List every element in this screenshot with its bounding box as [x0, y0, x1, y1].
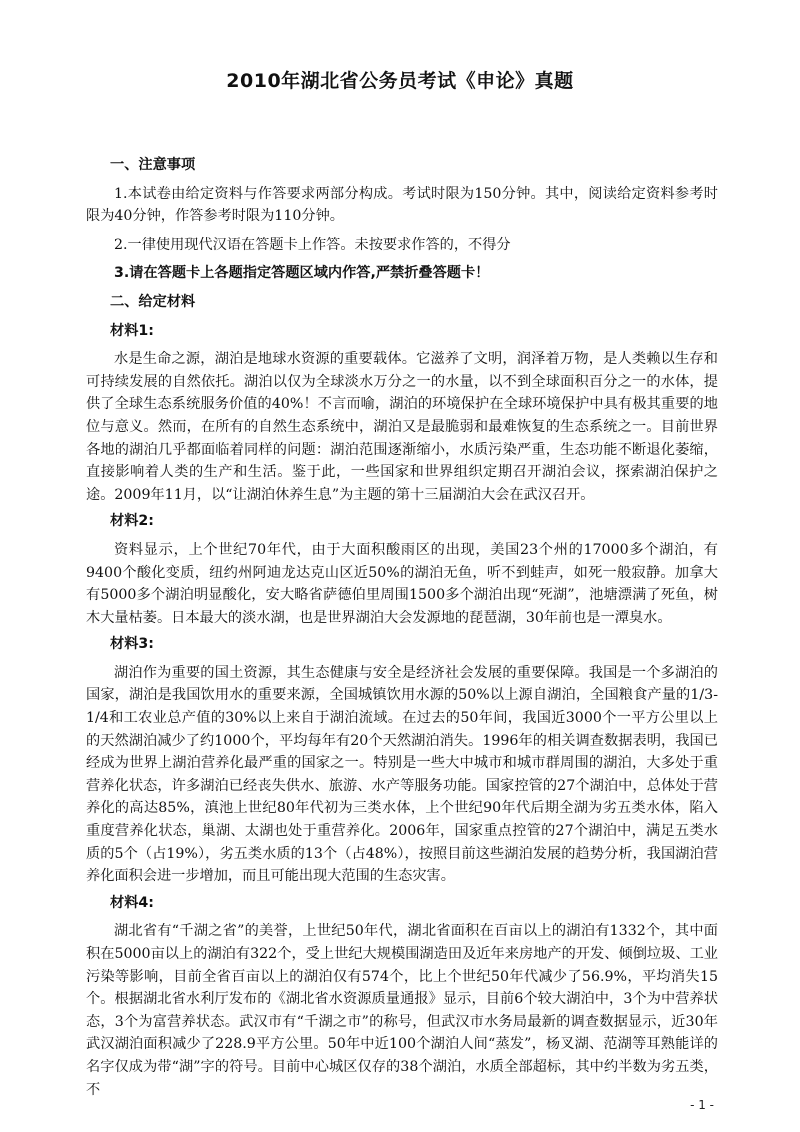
material-label-4: 材料4:	[110, 894, 154, 911]
document-title: 2010年湖北省公务员考试《申论》真题	[226, 70, 574, 92]
material-label-2: 材料2:	[110, 513, 154, 530]
material-text-4: 湖北省有“千湖之省”的美誉，上世纪50年代，湖北省面积在百亩以上的湖泊有1332个，其中面积在5000亩以上的湖泊有322个，受上世纪大规模围湖造田及近年来房地产的开发、倾倒垃圾、工业污染等影响，目前全省百亩以上的湖泊仅有574个，比上个世纪50年代减少了56.9%，平均消失15个。根据湖北省水利厅发布的《湖北省水资源质量通报》显示，目前6个较大湖泊中，3个为中营养状态，3个为富营养状态。武汉市有“千湖之市”的称号，但武汉市水务局最新的调查数据显示，近30年武汉湖泊面积减少了228.9平方公里。50年中近100个湖泊人间“蒸发”，杨叉湖、范湖等耳熟能详的名字仅成为带“湖”字的符号。目前中心城区仅存的38个湖泊，水质全部超标，其中约半数为劣五类，不	[86, 923, 718, 1098]
note-item-2: 2.一律使用现代汉语在答题卡上作答。未按要求作答的，不得分	[114, 236, 511, 253]
section-heading-materials: 二、给定材料	[110, 293, 196, 310]
material-text-1: 水是生命之源，湖泊是地球水资源的重要载体。它滋养了文明，润泽着万物，是人类赖以生存和可持续发展的自然依托。湖泊以仅为全球淡水万分之一的水量，以不到全球面积百分之一的水体，提供了全球生态系统服务价值的40%！不言而喻，湖泊的环境保护在全球环境保护中具有极其重要的地位与意义。然而，在所有的自然生态系统中，湖泊又是最脆弱和最难恢复的生态系统之一。目前世界各地的湖泊几乎都面临着同样的问题：湖泊范围逐渐缩小，水质污染严重，生态功能不断退化萎缩，直接影响着人类的生产和生活。鉴于此，一些国家和世界组织定期召开湖泊会议，探索湖泊保护之途。2009年11月，以“让湖泊休养生息”为主题的第十三届湖泊大会在武汉召开。	[86, 351, 718, 503]
note-item-1: 1.本试卷由给定资料与作答要求两部分构成。考试时限为150分钟。其中，阅读给定资料参考时限为40分钟，作答参考时限为110分钟。	[86, 185, 718, 225]
document-body	[86, 154, 718, 1105]
material-text-2: 资料显示，上个世纪70年代，由于大面积酸雨区的出现，美国23个州的17000多个湖泊，有9400个酸化变质，纽约州阿迪龙达克山区近50%的湖泊无鱼，听不到蛙声，如死一般寂静。加拿大有5000多个湖泊明显酸化，安大略省萨德伯里周围1500多个湖泊出现“死湖”，池塘漂满了死鱼，树木大量枯萎。日本最大的淡水湖，也是世界湖泊大会发源地的琵琶湖，30年前也是一潭臭水。	[86, 541, 718, 626]
section-heading-notes: 一、注意事项	[110, 157, 196, 173]
material-text-3: 湖泊作为重要的国土资源，其生态健康与安全是经济社会发展的重要保障。我国是一个多湖泊的国家，湖泊是我国饮用水的重要来源，全国城镇饮用水源的50%以上源自湖泊，全国粮食产量的1/3-1/4和工农业总产值的30%以上来自于湖泊流域。在过去的50年间，我国近3000个一平方公里以上的天然湖泊减少了约1000个，平均每年有20个天然湖泊消失。1996年的相关调查数据表明，我国已经成为世界上湖泊营养化最严重的国家之一。特别是一些大中城市和城市群周围的湖泊，大多处于重营养化状态，许多湖泊已经丧失供水、旅游、水产等服务功能。国家控管的27个湖泊中，总体处于营养化的高达85%，滇池上世纪80年代初为三类水体，上个世纪90年代后期全湖为劣五类水体，陷入重度营养化状态，巢湖、太湖也处于重营养化。2006年，国家重点控管的27个湖泊中，满足五类水质的5个（占19%），劣五类水质的13个（占48%），按照目前这些湖泊发展的趋势分析，我国湖泊营养化面积会进一步增加，而且可能出现大范围的生态灾害。	[86, 664, 718, 885]
material-label-1: 材料1:	[110, 322, 154, 339]
note-item-3: 3.请在答题卡上各题指定答题区域内作答,严禁折叠答题卡！	[114, 265, 490, 282]
page-number: - 1 -	[690, 1098, 714, 1112]
material-label-3: 材料3:	[110, 636, 154, 653]
